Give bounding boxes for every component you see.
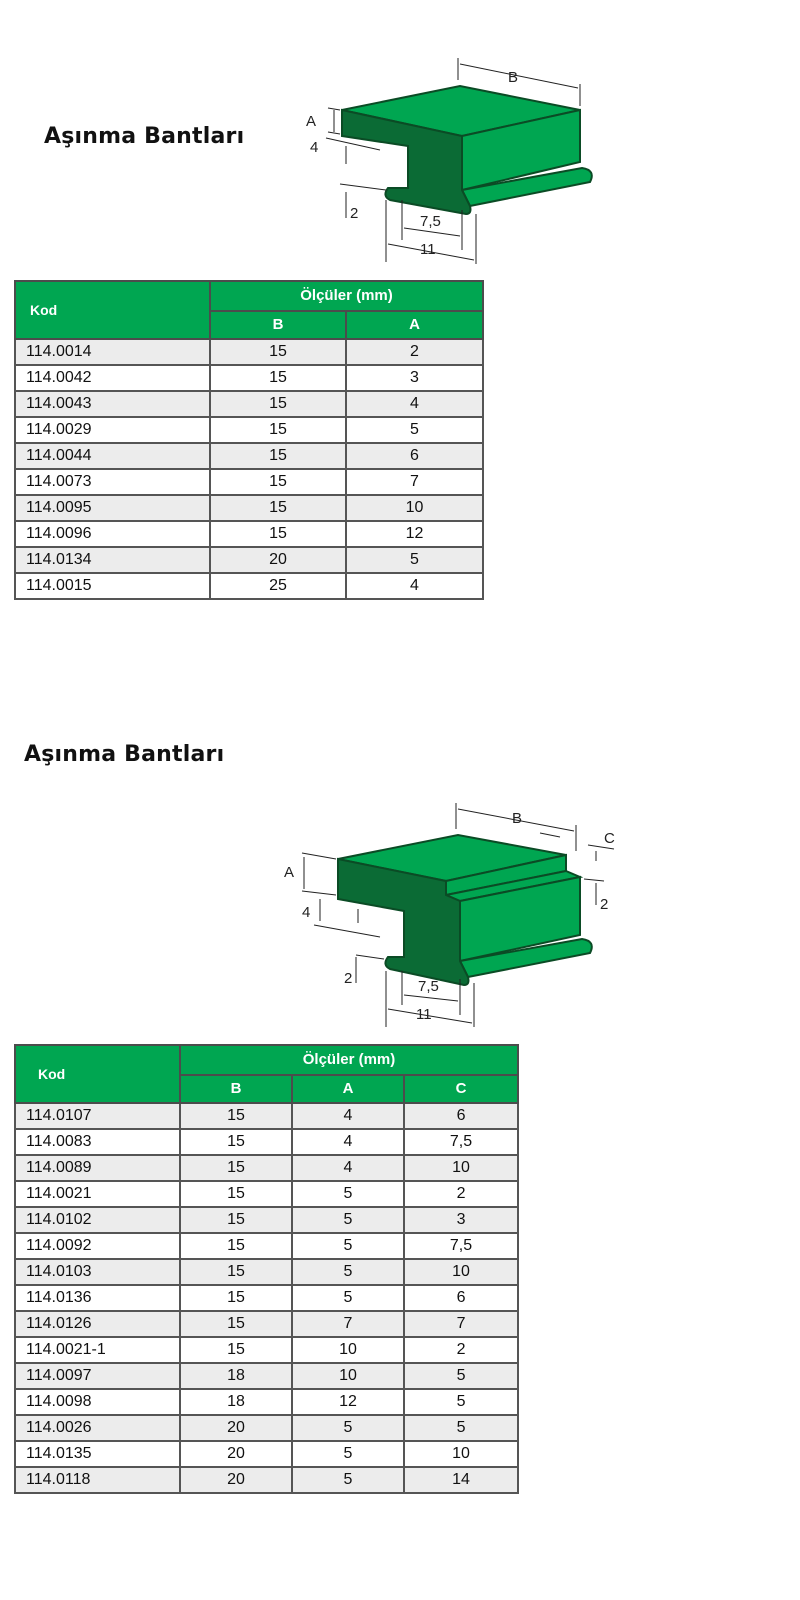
table-row xyxy=(15,1103,518,1129)
b-cell: 20 xyxy=(180,1441,292,1467)
table-row xyxy=(15,1233,518,1259)
a-cell: 5 xyxy=(292,1233,404,1259)
b-cell: 15 xyxy=(180,1207,292,1233)
code-cell: 114.0118 xyxy=(15,1467,180,1493)
table-row xyxy=(15,1337,518,1363)
code-cell: 114.0102 xyxy=(15,1207,180,1233)
measurements-header: Ölçüler (mm) xyxy=(180,1045,518,1075)
code-cell: 114.0136 xyxy=(15,1285,180,1311)
c-cell: 3 xyxy=(404,1207,518,1233)
dim-label-4: 4 xyxy=(302,904,311,921)
a-cell: 10 xyxy=(346,495,483,521)
col-header-a: A xyxy=(346,311,483,339)
a-cell: 2 xyxy=(346,339,483,365)
table-row xyxy=(15,1155,518,1181)
code-cell: 114.0021-1 xyxy=(15,1337,180,1363)
b-cell: 25 xyxy=(210,573,346,599)
table-row xyxy=(15,443,483,469)
a-cell: 12 xyxy=(292,1389,404,1415)
a-cell: 5 xyxy=(292,1259,404,1285)
dim-label-2: 2 xyxy=(350,205,359,222)
code-cell: 114.0134 xyxy=(15,547,210,573)
code-cell: 114.0098 xyxy=(15,1389,180,1415)
table-row xyxy=(15,547,483,573)
a-cell: 10 xyxy=(292,1363,404,1389)
c-cell: 5 xyxy=(404,1415,518,1441)
code-cell: 114.0096 xyxy=(15,521,210,547)
code-cell: 114.0135 xyxy=(15,1441,180,1467)
a-cell: 10 xyxy=(292,1337,404,1363)
b-cell: 15 xyxy=(180,1233,292,1259)
measurements-header: Ölçüler (mm) xyxy=(210,281,483,311)
dim-label-7-5: 7,5 xyxy=(418,978,439,995)
dim-label-11: 11 xyxy=(420,241,436,258)
code-cell: 114.0021 xyxy=(15,1181,180,1207)
c-cell: 10 xyxy=(404,1259,518,1285)
code-cell: 114.0107 xyxy=(15,1103,180,1129)
b-cell: 15 xyxy=(180,1259,292,1285)
c-cell: 7 xyxy=(404,1311,518,1337)
a-cell: 4 xyxy=(292,1129,404,1155)
col-header-b: B xyxy=(180,1075,292,1103)
b-cell: 15 xyxy=(210,443,346,469)
table-row xyxy=(15,1363,518,1389)
a-cell: 5 xyxy=(292,1207,404,1233)
a-cell: 7 xyxy=(292,1311,404,1337)
a-cell: 3 xyxy=(346,365,483,391)
c-cell: 2 xyxy=(404,1181,518,1207)
table-row xyxy=(15,1415,518,1441)
col-header-a: A xyxy=(292,1075,404,1103)
c-cell: 14 xyxy=(404,1467,518,1493)
code-cell: 114.0092 xyxy=(15,1233,180,1259)
code-cell: 114.0042 xyxy=(15,365,210,391)
b-cell: 15 xyxy=(180,1337,292,1363)
b-cell: 20 xyxy=(180,1415,292,1441)
b-cell: 18 xyxy=(180,1363,292,1389)
a-cell: 6 xyxy=(346,443,483,469)
wear-strip-diagram-1 xyxy=(290,50,620,270)
a-cell: 4 xyxy=(292,1155,404,1181)
b-cell: 20 xyxy=(180,1467,292,1493)
section-2-title: Aşınma Bantları xyxy=(24,742,225,767)
dim-label-4: 4 xyxy=(310,139,319,156)
code-cell: 114.0044 xyxy=(15,443,210,469)
c-cell: 5 xyxy=(404,1363,518,1389)
table-row xyxy=(15,1311,518,1337)
table-row xyxy=(15,521,483,547)
b-cell: 15 xyxy=(210,365,346,391)
table-row xyxy=(15,1207,518,1233)
a-cell: 5 xyxy=(346,547,483,573)
table-row xyxy=(15,391,483,417)
code-cell: 114.0083 xyxy=(15,1129,180,1155)
kod-header: Kod xyxy=(15,1045,180,1103)
a-cell: 4 xyxy=(346,573,483,599)
a-cell: 5 xyxy=(292,1467,404,1493)
b-cell: 20 xyxy=(210,547,346,573)
b-cell: 15 xyxy=(180,1103,292,1129)
b-cell: 15 xyxy=(180,1311,292,1337)
a-cell: 5 xyxy=(292,1415,404,1441)
b-cell: 18 xyxy=(180,1389,292,1415)
table-row xyxy=(15,365,483,391)
code-cell: 114.0043 xyxy=(15,391,210,417)
dim-label-2-right: 2 xyxy=(600,896,609,913)
b-cell: 15 xyxy=(210,469,346,495)
section-1-title: Aşınma Bantları xyxy=(44,124,245,149)
code-cell: 114.0126 xyxy=(15,1311,180,1337)
dim-label-11: 11 xyxy=(416,1006,432,1023)
table-row xyxy=(15,1129,518,1155)
table-row xyxy=(15,495,483,521)
wear-strip-diagram-2 xyxy=(270,795,630,1035)
b-cell: 15 xyxy=(210,417,346,443)
dim-label-c: C xyxy=(604,830,615,847)
table-row xyxy=(15,469,483,495)
code-cell: 114.0029 xyxy=(15,417,210,443)
b-cell: 15 xyxy=(180,1285,292,1311)
dimension-table-1 xyxy=(14,280,484,600)
code-cell: 114.0015 xyxy=(15,573,210,599)
col-header-c: C xyxy=(404,1075,518,1103)
table-row xyxy=(15,1285,518,1311)
b-cell: 15 xyxy=(210,391,346,417)
c-cell: 10 xyxy=(404,1441,518,1467)
b-cell: 15 xyxy=(210,495,346,521)
kod-header: Kod xyxy=(15,281,210,339)
a-cell: 12 xyxy=(346,521,483,547)
a-cell: 4 xyxy=(292,1103,404,1129)
c-cell: 10 xyxy=(404,1155,518,1181)
c-cell: 6 xyxy=(404,1103,518,1129)
c-cell: 7,5 xyxy=(404,1129,518,1155)
code-cell: 114.0095 xyxy=(15,495,210,521)
a-cell: 5 xyxy=(292,1181,404,1207)
c-cell: 5 xyxy=(404,1389,518,1415)
table-row xyxy=(15,1181,518,1207)
code-cell: 114.0073 xyxy=(15,469,210,495)
code-cell: 114.0089 xyxy=(15,1155,180,1181)
dim-label-a: A xyxy=(306,113,317,130)
table-row xyxy=(15,573,483,599)
dim-label-a: A xyxy=(284,864,295,881)
table-row xyxy=(15,1389,518,1415)
code-cell: 114.0097 xyxy=(15,1363,180,1389)
c-cell: 2 xyxy=(404,1337,518,1363)
table-row xyxy=(15,1441,518,1467)
a-cell: 4 xyxy=(346,391,483,417)
dimension-table-2 xyxy=(14,1044,519,1494)
col-header-b: B xyxy=(210,311,346,339)
code-cell: 114.0103 xyxy=(15,1259,180,1285)
dim-label-2-left: 2 xyxy=(344,970,353,987)
dim-label-b: B xyxy=(512,810,523,827)
table-row xyxy=(15,1467,518,1493)
a-cell: 7 xyxy=(346,469,483,495)
b-cell: 15 xyxy=(210,521,346,547)
b-cell: 15 xyxy=(180,1155,292,1181)
a-cell: 5 xyxy=(292,1441,404,1467)
code-cell: 114.0014 xyxy=(15,339,210,365)
c-cell: 7,5 xyxy=(404,1233,518,1259)
dim-label-7-5: 7,5 xyxy=(420,213,441,230)
b-cell: 15 xyxy=(180,1181,292,1207)
a-cell: 5 xyxy=(346,417,483,443)
table-row xyxy=(15,417,483,443)
b-cell: 15 xyxy=(180,1129,292,1155)
c-cell: 6 xyxy=(404,1285,518,1311)
dim-label-b: B xyxy=(508,69,519,86)
code-cell: 114.0026 xyxy=(15,1415,180,1441)
table-row xyxy=(15,1259,518,1285)
b-cell: 15 xyxy=(210,339,346,365)
a-cell: 5 xyxy=(292,1285,404,1311)
table-row xyxy=(15,339,483,365)
